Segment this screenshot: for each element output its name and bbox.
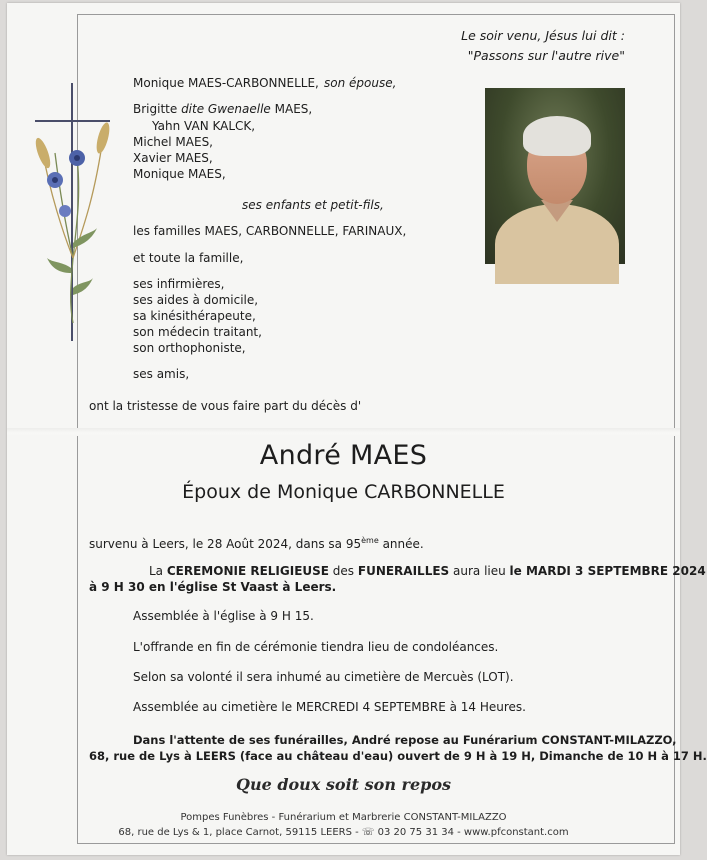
cross-with-flowers-icon: [35, 83, 125, 343]
quote-line-2: "Passons sur l'autre rive": [467, 48, 625, 63]
children-role: ses enfants et petit-fils,: [242, 198, 384, 212]
carer-line-3: sa kinésithérapeute,: [133, 309, 256, 323]
footer-contact: 68, rue de Lys & 1, place Carnot, 59115 LEERS - ☏ 03 20 75 31 34 - www.pfconstant.com: [118, 827, 569, 838]
rest-line-2: 68, rue de Lys à LEERS (face au château d'eau) ouvert de 9 H à 19 H, Dimanche de 10 H à 17 H.: [89, 749, 707, 763]
quote-line-1: Le soir venu, Jésus lui dit :: [461, 28, 625, 43]
offering-line: L'offrande en fin de cérémonie tiendra lieu de condoléances.: [133, 640, 499, 654]
church-assembly-line: Assemblée à l'église à 9 H 15.: [133, 609, 314, 623]
closing-phrase: Que doux soit son repos: [236, 775, 451, 794]
card-fold: [7, 428, 680, 436]
child-line-1: Brigitte dite Gwenaelle MAES,: [133, 102, 313, 116]
carer-line-1: ses infirmières,: [133, 277, 225, 291]
obituary-card: [7, 3, 707, 855]
child-line-4: Xavier MAES,: [133, 151, 213, 165]
spouse-role: son épouse,: [324, 76, 397, 90]
cemetery-assembly-line: Assemblée au cimetière le MERCREDI 4 SEPTEMBRE à 14 Heures.: [133, 700, 526, 714]
spouse-name: Monique MAES-CARBONNELLE,: [133, 76, 319, 90]
child-line-5: Monique MAES,: [133, 167, 226, 181]
child-line-2: Yahn VAN KALCK,: [152, 119, 256, 133]
rest-line-1: Dans l'attente de ses funérailles, André repose au Funérarium CONSTANT-MILAZZO,: [133, 733, 677, 747]
death-line: survenu à Leers, le 28 Août 2024, dans sa 95ème année.: [89, 536, 424, 551]
ceremony-line-1: La CEREMONIE RELIGIEUSE des FUNERAILLES aura lieu le MARDI 3 SEPTEMBRE 2024: [149, 564, 706, 578]
phone-icon: ☏: [361, 827, 375, 838]
friends-line: ses amis,: [133, 367, 190, 381]
child-line-3: Michel MAES,: [133, 135, 213, 149]
portrait-photo: [485, 88, 625, 264]
footer-company: Pompes Funèbres - Funérarium et Marbrerie CONSTANT-MILAZZO: [180, 812, 507, 823]
announce-line: ont la tristesse de vous faire part du décès d': [89, 399, 362, 413]
carer-line-5: son orthophoniste,: [133, 341, 246, 355]
carer-line-2: ses aides à domicile,: [133, 293, 259, 307]
carer-line-4: son médecin traitant,: [133, 325, 262, 339]
family-line: et toute la famille,: [133, 251, 244, 265]
deceased-name: André MAES: [259, 440, 428, 471]
families-line: les familles MAES, CARBONNELLE, FARINAUX,: [133, 224, 407, 238]
deceased-spouse-line: Époux de Monique CARBONNELLE: [182, 481, 505, 503]
burial-line: Selon sa volonté il sera inhumé au cimetière de Mercuès (LOT).: [133, 670, 514, 684]
ceremony-line-2: à 9 H 30 en l'église St Vaast à Leers.: [89, 580, 337, 594]
